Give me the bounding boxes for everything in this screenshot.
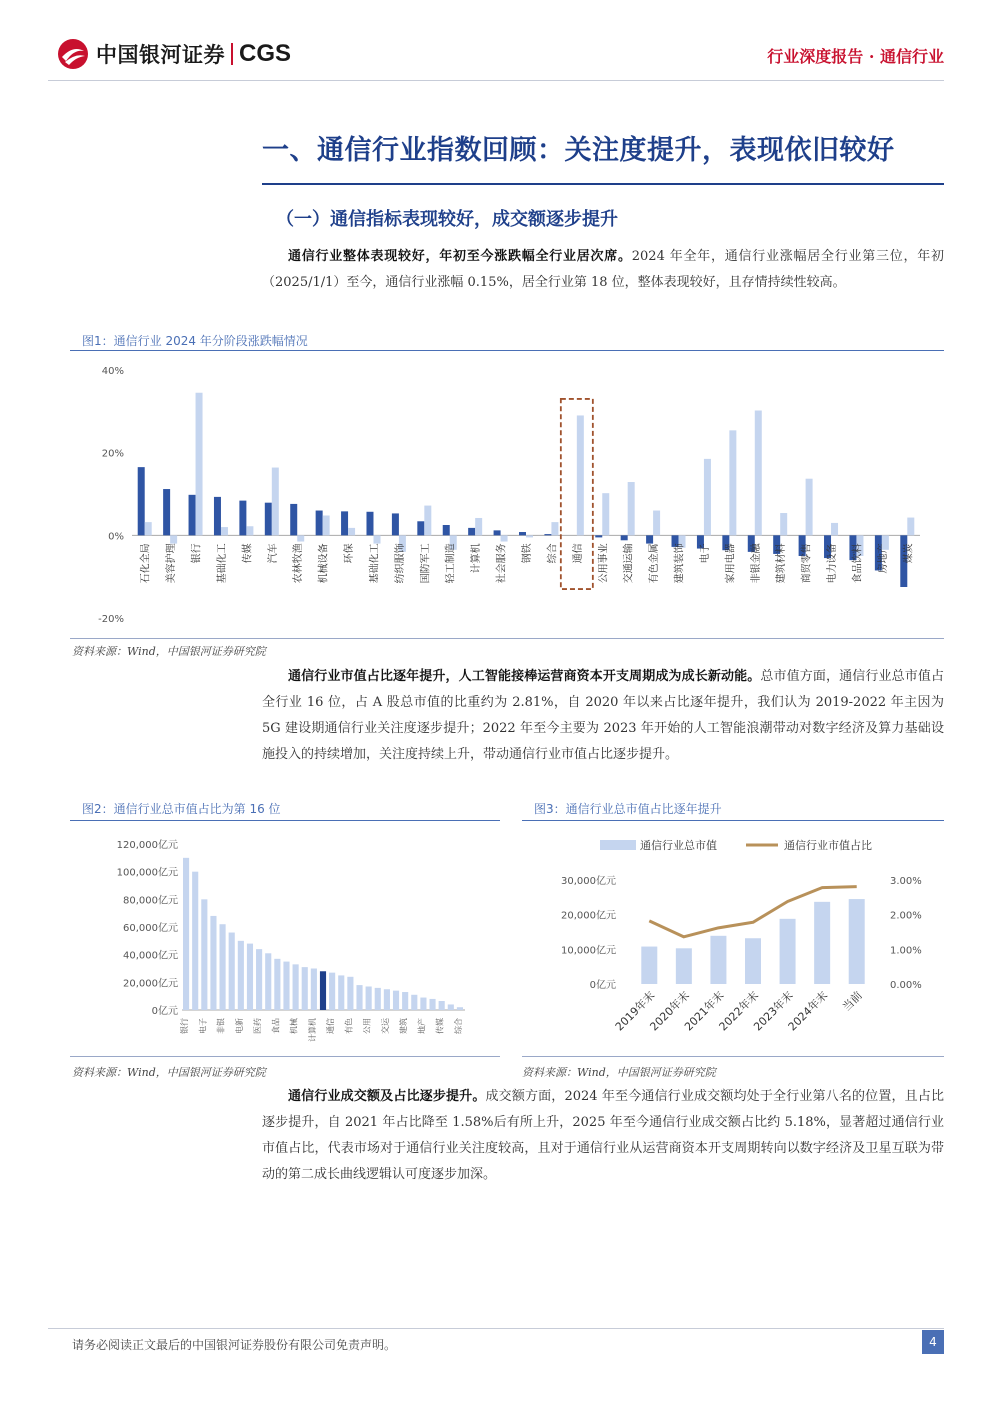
fig1-ytick-label: 20%: [101, 448, 124, 460]
fig1-bar: [272, 468, 279, 536]
fig2-category-label: 电新: [234, 1018, 244, 1034]
fig1-bar: [290, 504, 297, 535]
fig1-category-label: 钢铁: [522, 543, 533, 564]
footer-disclaimer: 请务必阅读正文最后的中国银河证券股份有限公司免责声明。: [72, 1338, 397, 1352]
fig3-source: 资料来源：Wind，中国银河证券研究院: [522, 1066, 716, 1079]
fig2-bar: [247, 944, 253, 1010]
fig3-legend-line-label: 通信行业市值占比: [784, 839, 872, 852]
fig3-y2tick-label: 1.00%: [890, 945, 922, 957]
fig2-bar: [265, 953, 271, 1010]
fig2-category-label: 通信: [326, 1018, 336, 1034]
fig1-bar: [265, 503, 272, 536]
fig3-bar: [745, 938, 761, 984]
fig1-bar: [729, 430, 736, 535]
fig1-category-label: 纺织服饰: [394, 543, 406, 584]
fig1-category-label: 传媒: [242, 543, 254, 564]
fig1-bar: [221, 527, 228, 535]
fig2-bar: [429, 999, 435, 1010]
fig2-category-label: 综合: [453, 1018, 463, 1034]
fig3-bar: [780, 919, 796, 984]
fig1-bar: [806, 479, 813, 536]
fig1-ytick-label: 40%: [101, 366, 124, 377]
fig1-bottom-rule: [70, 638, 944, 639]
fig2-category-label: 银行: [180, 1018, 189, 1034]
company-logo: [56, 36, 291, 72]
fig3-bar: [814, 902, 830, 984]
fig2-title-rule: [70, 820, 500, 821]
fig1-bar: [348, 528, 355, 535]
fig3-title: 图3：通信行业总市值占比逐年提升: [534, 802, 722, 816]
fig2-category-label: 食品: [271, 1018, 281, 1034]
fig2-ytick-label: 100,000亿元: [116, 867, 178, 879]
fig2-ytick-label: 120,000亿元: [116, 840, 178, 851]
fig3-y2tick-label: 0.00%: [890, 980, 922, 991]
fig2-category-label: 医药: [253, 1018, 263, 1034]
fig3-category-label: 2020年末: [647, 988, 692, 1034]
fig1-bar: [551, 522, 558, 535]
fig2-bar: [448, 1004, 454, 1010]
fig1-bar: [316, 511, 323, 536]
fig1-category-label: 非银金融: [750, 543, 762, 584]
fig1-bar: [145, 522, 152, 535]
fig2-bar: [366, 986, 372, 1010]
fig2-category-label: 公用: [362, 1018, 372, 1034]
fig1-category-label: 通信: [572, 543, 584, 564]
page-number: 4: [922, 1330, 944, 1354]
fig2-bar: [347, 977, 353, 1010]
subsection-title: （一）通信指标表现较好，成交额逐步提升: [276, 209, 618, 230]
fig1-bar: [577, 415, 584, 535]
fig1-bar: [239, 501, 246, 536]
fig2-bar: [302, 967, 308, 1010]
fig1-category-label: 有色金属: [649, 543, 661, 584]
fig3-category-label: 2022年末: [716, 988, 762, 1034]
fig3-category-label: 2021年末: [682, 988, 727, 1034]
fig3-bar: [641, 947, 657, 984]
fig1-bar: [424, 506, 431, 536]
paragraph-1-body: 2024 年全年，通信行业涨幅居全行业第三位，年初（2025/1/1）至今，通信行业涨幅 0.15%，居全行业第 18 位，整体表现较好，且存情持续性较高。: [262, 249, 944, 290]
fig2-bar: [210, 916, 216, 1010]
fig2-bar: [220, 924, 226, 1010]
fig3-bar: [676, 948, 692, 984]
fig2-bar: [375, 988, 381, 1010]
fig1-category-label: 商贸零售: [801, 543, 813, 584]
fig1-category-label: 基础化工: [216, 543, 228, 584]
fig1-bar: [297, 535, 304, 541]
fig1-category-label: 轻工制造: [445, 543, 457, 584]
section-title-underline: [262, 183, 944, 185]
fig2-bar: [238, 941, 244, 1010]
fig1-bar: [475, 518, 482, 535]
fig3-ytick-label: 20,000亿元: [561, 910, 616, 922]
logo-mark-icon: [56, 37, 90, 71]
fig1-title-rule: [70, 350, 944, 351]
fig1-bar: [443, 525, 450, 535]
fig1-bar: [468, 528, 475, 535]
fig1-category-label: 煤炭: [903, 543, 915, 564]
logo-text: 中国银河证券: [96, 43, 225, 67]
fig2-ytick-label: 20,000亿元: [123, 978, 178, 990]
fig3-legend-bar-swatch: [600, 840, 636, 850]
fig1-bar: [519, 532, 526, 535]
fig2-bar: [192, 872, 198, 1010]
fig2-bar: [311, 969, 317, 1011]
fig2-bar: [283, 962, 289, 1010]
fig1-bar: [138, 467, 145, 535]
fig2-bar: [274, 959, 280, 1010]
fig3-legend-bar-label: 通信行业总市值: [640, 839, 717, 852]
fig1-bar: [196, 393, 203, 536]
section-title: 一、通信行业指数回顾：关注度提升，表现依旧较好: [262, 135, 895, 166]
paragraph-2-body: 总市值方面，通信行业总市值占全行业 16 位，占 A 股总市值的比重约为 2.81%，自 2020 年以来占比逐年提升，我们认为 2019-2022 年主因为 5G 建设期通信行业关注度逐步提升；2022 年至今主要为 2023 年开始的人工智能浪潮带动对数字经济及算力基础设施投入的持续增加，关注度持续上升，带动通信行业市值占比逐步提升。: [262, 669, 944, 762]
fig1-category-label: 基础化工: [369, 543, 381, 584]
fig3-category-label: 当前: [840, 988, 865, 1014]
fig2-ytick-label: 0亿元: [151, 1006, 178, 1017]
logo-divider: [231, 43, 233, 65]
fig1-bar: [544, 534, 551, 535]
fig2-category-label: 有色: [344, 1018, 354, 1034]
fig1-bar: [373, 535, 380, 543]
fig1-bar: [621, 535, 628, 540]
fig2-bar: [320, 971, 326, 1010]
fig3-bottom-rule: [522, 1056, 944, 1057]
paragraph-2: [262, 664, 944, 768]
fig1-bar: [323, 515, 330, 535]
fig1-category-label: 综合: [547, 543, 559, 564]
fig2-category-label: 建筑: [399, 1018, 409, 1034]
fig1-bar: [628, 482, 635, 535]
fig3-ytick-label: 10,000亿元: [561, 945, 616, 957]
fig1-category-label: 机械设备: [318, 543, 330, 584]
fig1-bar: [170, 535, 177, 543]
fig2-category-label: 交运: [380, 1018, 390, 1034]
fig1-category-label: 家用电器: [725, 543, 737, 584]
fig1-category-label: 食品饮料: [852, 543, 864, 584]
header-divider: [48, 80, 944, 81]
fig1-category-label: 电子: [699, 543, 711, 564]
fig1-bar: [341, 511, 348, 535]
fig1-bar: [646, 535, 653, 543]
fig1-category-label: 汽车: [267, 543, 279, 564]
fig1-category-label: 石化全局: [140, 543, 152, 584]
fig2-category-label: 电子: [198, 1018, 208, 1034]
paragraph-2-lead: 通信行业市值占比逐年提升，人工智能接棒运营商资本开支周期成为成长新动能。: [288, 669, 761, 684]
fig1-ytick-label: 0%: [108, 531, 124, 543]
fig1-bar: [366, 512, 373, 536]
paragraph-3: [262, 1084, 944, 1188]
fig1-bar: [189, 495, 196, 536]
fig1-bar: [214, 497, 221, 535]
fig1-category-label: 建筑材料: [776, 543, 788, 584]
fig1-ytick-label: -20%: [98, 614, 124, 625]
fig1-category-label: 交通运输: [623, 543, 635, 584]
fig1-bar: [501, 535, 508, 541]
fig1-chart: [70, 356, 944, 636]
fig3-category-label: 2024年末: [785, 988, 831, 1034]
fig2-bar: [439, 1001, 445, 1010]
fig3-ytick-label: 30,000亿元: [561, 876, 616, 887]
fig1-bar: [246, 526, 253, 535]
fig1-bar: [392, 513, 399, 535]
fig1-category-label: 国防军工: [420, 543, 432, 584]
paragraph-3-body: 成交额方面，2024 年至今通信行业成交额均处于全行业第八名的位置，且占比逐步提升，自 2021 年占比降至 1.58%后有所上升，2025 年至今通信行业成交额占比约 5.18%，显著超过通信行业市值占比，代表市场对于通信行业关注度较高，且对于通信行业从运营商资本开支周期转向以数字经济及卫星互联为带动的第二成长曲线逻辑认可度逐步加深。: [262, 1089, 944, 1182]
fig3-y2tick-label: 3.00%: [890, 876, 922, 887]
fig1-category-label: 建筑装饰: [674, 543, 686, 584]
fig2-category-label: 机械: [289, 1018, 299, 1034]
fig2-bar: [420, 998, 426, 1010]
fig1-category-label: 计算机: [471, 543, 483, 574]
fig2-bar: [201, 899, 207, 1010]
fig1-bar: [780, 513, 787, 535]
fig1-category-label: 农林牧渔: [293, 543, 305, 584]
fig3-bar: [710, 936, 726, 984]
fig2-bar: [293, 964, 299, 1010]
fig2-bar: [229, 933, 235, 1010]
fig1-bar: [595, 535, 602, 537]
fig2-category-label: 非银: [216, 1018, 226, 1034]
fig1-source: 资料来源：Wind，中国银河证券研究院: [72, 645, 266, 658]
fig2-category-label: 地产: [417, 1018, 427, 1034]
fig2-ytick-label: 80,000亿元: [123, 895, 178, 907]
fig1-bar: [704, 459, 711, 535]
fig1-bar: [831, 523, 838, 535]
fig1-category-label: 美容护理: [166, 543, 178, 584]
fig2-ytick-label: 60,000亿元: [123, 923, 178, 934]
fig2-bar: [457, 1007, 463, 1010]
fig2-ytick-label: 40,000亿元: [123, 950, 178, 962]
fig2-bar: [338, 975, 344, 1010]
fig1-category-label: 公用事业: [598, 543, 610, 584]
fig2-bar: [356, 985, 362, 1010]
fig2-bar: [183, 858, 189, 1010]
fig2-chart: [70, 826, 500, 1054]
fig1-bar: [526, 535, 533, 537]
fig2-bar: [329, 973, 335, 1010]
fig1-bar: [494, 530, 501, 535]
fig1-category-label: 环保: [344, 543, 356, 564]
paragraph-1: [262, 244, 944, 296]
fig2-bar: [384, 989, 390, 1010]
fig2-bar: [393, 991, 399, 1010]
fig1-bar: [907, 518, 914, 536]
fig1-bar: [163, 489, 170, 535]
fig3-ytick-label: 0亿元: [589, 980, 616, 991]
fig3-y2tick-label: 2.00%: [890, 910, 922, 922]
fig1-category-label: 社会服务: [496, 543, 508, 584]
paragraph-1-lead: 通信行业整体表现较好，年初至今涨跌幅全行业居次席。: [288, 249, 632, 264]
logo-cgs: CGS: [239, 40, 292, 67]
fig3-title-rule: [522, 820, 944, 821]
fig2-bar: [411, 995, 417, 1010]
paragraph-3-lead: 通信行业成交额及占比逐步提升。: [288, 1089, 486, 1104]
fig2-bar: [402, 992, 408, 1010]
fig2-category-label: 传媒: [435, 1018, 445, 1034]
fig3-chart: [522, 826, 944, 1054]
fig2-title: 图2：通信行业总市值占比为第 16 位: [82, 802, 281, 816]
report-type: 行业深度报告 · 通信行业: [767, 47, 944, 66]
footer-divider: [48, 1328, 944, 1329]
fig1-title: 图1：通信行业 2024 年分阶段涨跌幅情况: [82, 334, 308, 348]
fig1-bar: [602, 493, 609, 535]
fig3-bar: [849, 899, 865, 984]
fig1-bar: [755, 411, 762, 536]
fig3-category-label: 2023年末: [751, 988, 796, 1034]
fig2-bar: [256, 949, 262, 1010]
fig1-bar: [653, 511, 660, 536]
fig1-category-label: 银行: [191, 543, 203, 564]
fig1-category-label: 电力设备: [827, 543, 839, 584]
fig1-category-label: 房地产: [877, 543, 889, 574]
fig1-bar: [417, 521, 424, 535]
fig2-source: 资料来源：Wind，中国银河证券研究院: [72, 1066, 266, 1079]
fig2-bottom-rule: [70, 1056, 500, 1057]
fig2-category-label: 计算机: [307, 1018, 317, 1042]
fig3-category-label: 2019年末: [612, 988, 658, 1034]
